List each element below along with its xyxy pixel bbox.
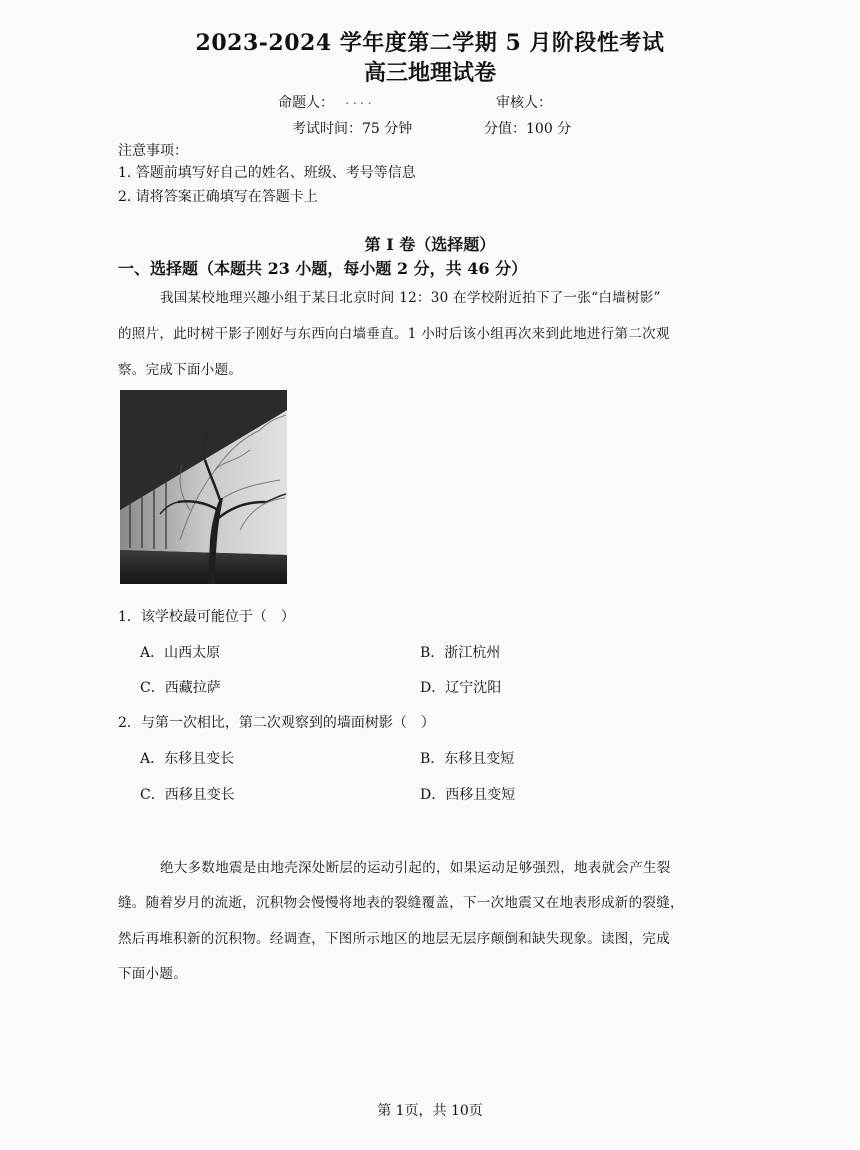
- notes-heading: 注意事项：: [118, 143, 188, 159]
- part-title: 一、选择题（本题共 23 小题，每小题 2 分，共 46 分）: [118, 259, 528, 278]
- passage-line: 察。完成下面小题。: [118, 362, 243, 378]
- exam-title: 2023-2024 学年度第二学期 5 月阶段性考试: [195, 30, 665, 56]
- question-2-stem: 2．与第一次相比，第二次观察到的墙面树影（ ）: [118, 715, 435, 731]
- question-1-stem: 1．该学校最可能位于（ ）: [118, 609, 295, 625]
- reviewer-label: 审核人：: [496, 95, 552, 111]
- passage-line: 我国某校地理兴趣小组于某日北京时间 12：30 在学校附近拍下了一张“白墙树影”: [160, 290, 661, 306]
- exam-time: 考试时间：75 分钟: [292, 121, 413, 137]
- section-title: 第 I 卷（选择题）: [364, 235, 496, 254]
- q2-option-a[interactable]: A．东移且变长: [140, 751, 235, 767]
- author-redacted: ....: [345, 92, 375, 108]
- passage-line: 下面小题。: [118, 966, 187, 982]
- q2-option-b[interactable]: B．东移且变短: [420, 751, 515, 767]
- exam-subtitle: 高三地理试卷: [363, 60, 496, 86]
- q1-option-c[interactable]: C．西藏拉萨: [140, 680, 221, 696]
- q1-option-a[interactable]: A．山西太原: [140, 645, 221, 661]
- wall-tree-shadow-photo: [120, 390, 287, 584]
- q1-option-b[interactable]: B．浙江杭州: [420, 645, 501, 661]
- exam-score: 分值：100 分: [484, 121, 572, 137]
- q2-option-c[interactable]: C．西移且变长: [140, 787, 235, 803]
- passage-line: 缝。随着岁月的流逝，沉积物会慢慢将地表的裂缝覆盖，下一次地震又在地表形成新的裂缝，: [118, 895, 684, 911]
- page-number: 第 1页，共 10页: [377, 1103, 483, 1119]
- q2-option-d[interactable]: D．西移且变短: [420, 787, 516, 803]
- note-item: 2. 请将答案正确填写在答题卡上: [118, 189, 318, 205]
- passage-line: 然后再堆积新的沉积物。经调查，下图所示地区的地层无层序颠倒和缺失现象。读图，完成: [118, 931, 670, 947]
- note-item: 1. 答题前填写好自己的姓名、班级、考号等信息: [118, 165, 416, 181]
- q1-option-d[interactable]: D．辽宁沈阳: [420, 680, 502, 696]
- passage-line: 的照片，此时树干影子刚好与东西向白墙垂直。1 小时后该小组再次来到此地进行第二次观: [118, 326, 670, 342]
- author-label: 命题人：: [278, 95, 334, 111]
- passage-line: 绝大多数地震是由地壳深处断层的运动引起的，如果运动足够强烈，地表就会产生裂: [160, 860, 671, 876]
